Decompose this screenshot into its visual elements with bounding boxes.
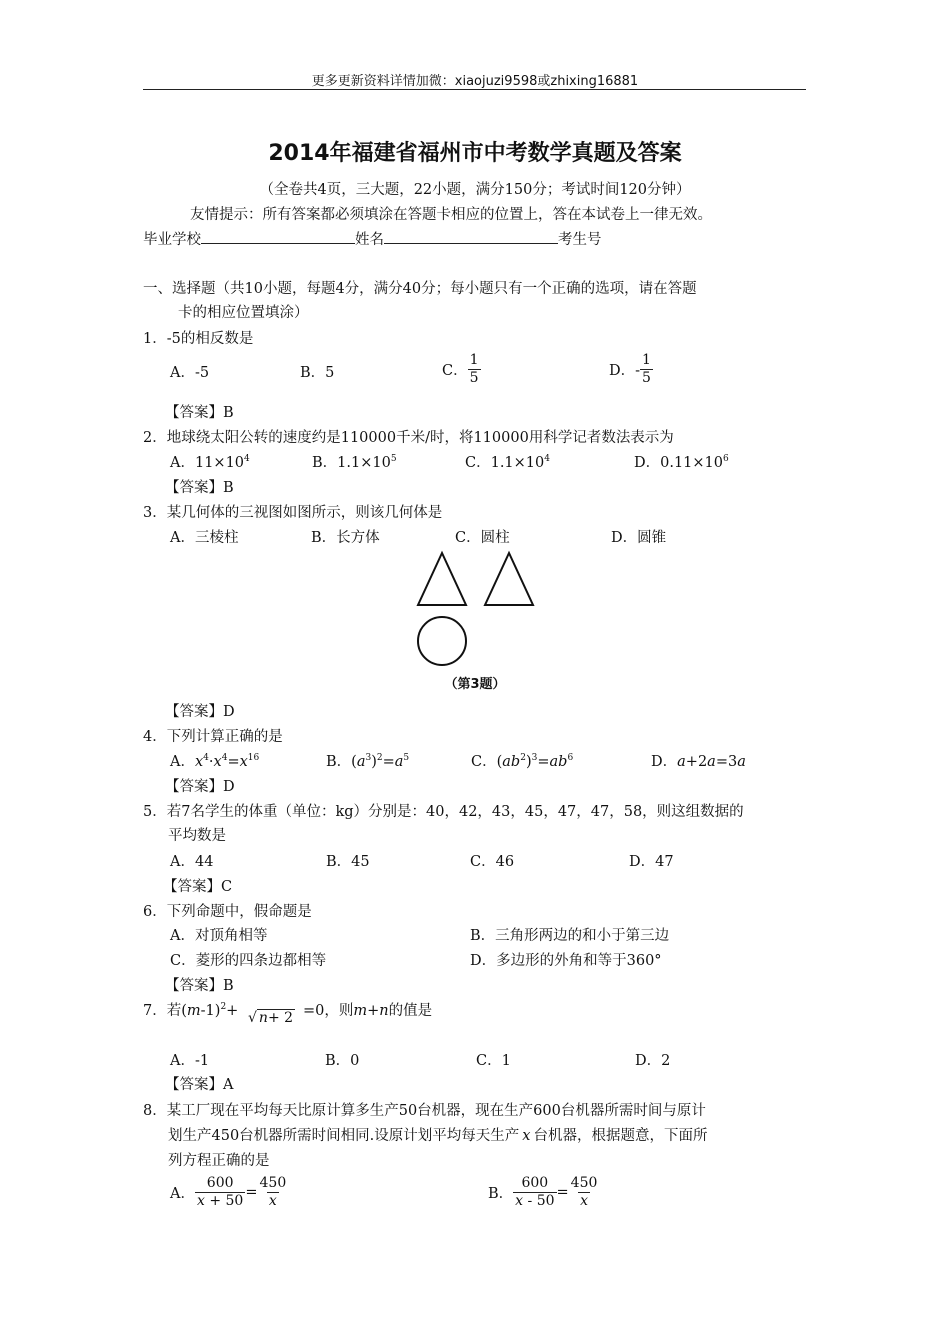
q2-option-a: A．$11\times 10^4$ bbox=[170, 454, 250, 471]
exam-no-label: 考生号 bbox=[558, 232, 602, 248]
q5-option-c: C．46 bbox=[470, 854, 515, 870]
q1-answer: 【答案】B bbox=[165, 405, 234, 421]
q4-option-c: C．$(ab^2)^3=ab^6$ bbox=[471, 753, 574, 770]
q5-stem: 5．若7名学生的体重（单位：kg）分别是：40，42，43，45，47，47，58，则这组数据的 bbox=[143, 804, 744, 820]
q3-option-a: A．三棱柱 bbox=[170, 530, 239, 546]
fraction: $\frac{450}{x}$ bbox=[570, 1175, 598, 1209]
q4-option-d: D．a+2a=3a bbox=[651, 754, 746, 770]
q4-option-b: B．$(a^3)^2=a^5$ bbox=[326, 753, 410, 770]
section-1-heading: 一、选择题（共10小题，每题4分，满分40分；每小题只有一个正确的选项，请在答题 bbox=[143, 281, 697, 297]
q4-option-a: A．$x^4\cdot x^4=x^{16}$ bbox=[170, 753, 260, 770]
school-label: 毕业学校 bbox=[143, 232, 201, 248]
q7-option-c: C．1 bbox=[476, 1053, 511, 1069]
q6-option-a: A．对顶角相等 bbox=[170, 928, 268, 944]
fraction: $\frac{600}{x + 50}$ bbox=[196, 1175, 244, 1209]
fraction: $\frac{450}{x}$ bbox=[259, 1175, 287, 1209]
q6-stem: 6．下列命题中，假命题是 bbox=[143, 904, 312, 920]
q2-answer: 【答案】B bbox=[165, 480, 234, 496]
q3-figure-caption: （第3题） bbox=[444, 677, 506, 692]
exam-subtitle: （全卷共4页，三大题，22小题，满分150分；考试时间120分钟） bbox=[259, 182, 691, 198]
q2-option-d: D．$0.11\times 10^6$ bbox=[634, 454, 729, 471]
q2-option-b: B．$1.1\times 10^5$ bbox=[312, 454, 397, 471]
header-rule bbox=[143, 89, 806, 90]
q7-option-b: B．0 bbox=[325, 1053, 360, 1069]
q8-stem-cont: 划生产450台机器所需时间相同.设原计划平均每天生产 x 台机器，根据题意，下面所 bbox=[168, 1128, 708, 1144]
front-view-triangle bbox=[418, 553, 466, 605]
q6-option-b: B．三角形两边的和小于第三边 bbox=[470, 928, 670, 944]
q1-option-a: A．-5 bbox=[170, 365, 210, 381]
q8-option-a: A． $\frac{600}{x + 50}$ = $\frac{450}{x}$ bbox=[170, 1175, 287, 1209]
q7-option-d: D．2 bbox=[635, 1053, 671, 1069]
q6-answer: 【答案】B bbox=[165, 978, 234, 994]
fraction: $\frac{1}{5}$ bbox=[642, 352, 651, 386]
name-blank[interactable] bbox=[384, 229, 558, 244]
fraction: $\frac{600}{x - 50}$ bbox=[515, 1175, 555, 1209]
side-view-triangle bbox=[485, 553, 533, 605]
exam-tip: 友情提示：所有答案都必须填涂在答题卡相应的位置上，答在本试卷上一律无效。 bbox=[190, 207, 712, 223]
q1-option-c: C． $\frac{1}{5}$ bbox=[442, 352, 479, 386]
name-label: 姓名 bbox=[355, 232, 384, 248]
top-view-circle bbox=[418, 617, 466, 665]
q7-option-a: A．-1 bbox=[170, 1053, 210, 1069]
q6-option-c: C．菱形的四条边都相等 bbox=[170, 953, 327, 969]
q4-stem: 4．下列计算正确的是 bbox=[143, 729, 283, 745]
q3-answer: 【答案】D bbox=[165, 704, 235, 720]
q2-option-c: C．$1.1\times 10^4$ bbox=[465, 454, 550, 471]
q6-option-d: D．多边形的外角和等于360° bbox=[470, 953, 662, 969]
q7-sqrt-expression: √ n+ 2 bbox=[248, 1010, 294, 1026]
fraction: $\frac{1}{5}$ bbox=[469, 352, 479, 386]
q5-answer: 【答案】C bbox=[163, 879, 233, 895]
q1-stem: 1．-5的相反数是 bbox=[143, 331, 254, 347]
q5-option-d: D．47 bbox=[629, 854, 674, 870]
q8-stem-cont-2: 列方程正确的是 bbox=[168, 1153, 270, 1169]
three-view-figure bbox=[410, 548, 540, 670]
q1-option-b: B．5 bbox=[300, 365, 335, 381]
exam-title: 2014年福建省福州市中考数学真题及答案 bbox=[268, 141, 682, 166]
q3-stem: 3．某几何体的三视图如图所示，则该几何体是 bbox=[143, 505, 443, 521]
school-blank[interactable] bbox=[201, 229, 355, 244]
q7-stem: 7．若$(m-1)^2+$ bbox=[143, 1002, 239, 1019]
q8-option-b: B． $\frac{600}{x - 50}$ = $\frac{450}{x}$ bbox=[488, 1175, 598, 1209]
q5-stem-cont: 平均数是 bbox=[168, 828, 226, 844]
q3-option-d: D．圆锥 bbox=[611, 530, 667, 546]
page-header: 更多更新资料详情加微：xiaojuzi9598或zhixing16881 bbox=[311, 74, 639, 89]
q3-option-c: C．圆柱 bbox=[455, 530, 510, 546]
q7-answer: 【答案】A bbox=[165, 1077, 234, 1093]
q5-option-a: A．44 bbox=[170, 854, 214, 870]
q5-option-b: B．45 bbox=[326, 854, 370, 870]
q1-option-d: D．- $\frac{1}{5}$ bbox=[609, 352, 651, 386]
q3-option-b: B．长方体 bbox=[311, 530, 380, 546]
student-info-fields bbox=[143, 228, 602, 249]
q4-answer: 【答案】D bbox=[165, 779, 235, 795]
q7-stem-tail: =0，则m+n的值是 bbox=[303, 1003, 433, 1019]
section-1-heading-cont: 卡的相应位置填涂） bbox=[178, 305, 309, 321]
q8-stem: 8．某工厂现在平均每天比原计算多生产50台机器，现在生产600台机器所需时间与原计 bbox=[143, 1103, 706, 1119]
q2-stem: 2．地球绕太阳公转的速度约是110000千米/时，将110000用科学记者数法表示为 bbox=[143, 430, 674, 446]
